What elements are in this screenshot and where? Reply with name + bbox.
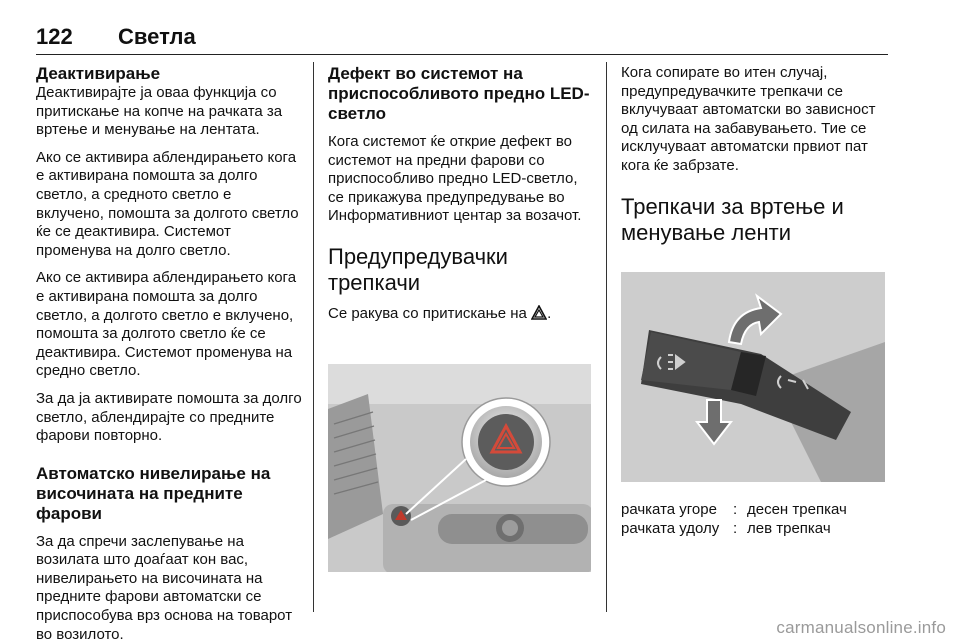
legend-value: десен трепкач <box>747 501 847 518</box>
heading-turn-signals: Трепкачи за вртење и менување ленти <box>621 193 844 245</box>
column-right <box>621 64 887 246</box>
heading-led-fault: Дефект во системот на приспособливото предно LED-светло <box>328 64 590 123</box>
turn-signal-lever-illustration <box>621 272 885 482</box>
page-header <box>36 24 888 55</box>
heading-hazard-flashers: Предупредувачки трепкачи <box>328 243 508 295</box>
page-number: 122 <box>36 24 73 49</box>
paragraph: За да спречи заслепување на возилата што доаѓаат кон вас, нивелирањето на височината на предните фарови автоматски се приспособува врз основа на товарот во возилото. <box>36 532 293 643</box>
heading-deactivation: Деактивирање <box>36 64 161 83</box>
column-divider <box>606 62 607 612</box>
paragraph: Ако се активира аблендирањето кога е активирана помошта за долго светло, а средното светло е вклучено, помошта за долгото светло ќе се деактивира. Системот променува на долго светло. <box>36 148 299 259</box>
paragraph-hazard-operation <box>328 305 594 326</box>
paragraph: Ако се активира аблендирањето кога е активирана помошта за долго светло, а долгото светло е вклучено, помошта за долгото светло ќе се деактивира. Системот променува на средно светло. <box>36 269 297 380</box>
paragraph: Кога системот ќе открие дефект во системот на предни фарови со приспособливо предно LED-светло, се прикажува предупредување во Информативниот центар за возачот. <box>328 133 582 225</box>
legend-key: рачката угоре <box>621 501 717 518</box>
column-middle <box>328 64 594 326</box>
legend-key: рачката удолу <box>621 520 720 537</box>
hazard-switch-illustration <box>328 364 591 572</box>
paragraph: За да ја активирате помошта за долго светло, аблендирајте со предните фарови повторно. <box>36 389 302 445</box>
heading-headlight-leveling: Автоматско нивелирање на височината на предните фарови <box>36 463 271 523</box>
legend-row <box>621 519 891 538</box>
text: Се ракува со притискање на <box>328 304 532 322</box>
column-left <box>36 64 302 644</box>
column-divider <box>313 62 314 612</box>
paragraph: Деактивирајте ја оваа функција со притискање на копче на рачката за вртење и менување на лентата. <box>36 84 283 139</box>
legend-separator: : <box>733 501 738 518</box>
legend-separator: : <box>733 520 738 537</box>
legend-row <box>621 500 891 519</box>
text: . <box>547 304 552 322</box>
legend-value: лев трепкач <box>747 520 831 537</box>
turn-signal-legend <box>621 500 891 538</box>
chapter-title: Светла <box>118 24 196 49</box>
hazard-warning-triangle-icon <box>531 305 547 326</box>
watermark: carmanualsonline.info <box>776 618 946 637</box>
paragraph: Кога сопирате во итен случај, предупредувачките трепкачи се вклучуваат автоматски во зависност од силата на забавувањето. Тие се исклучуваат автоматски првиот пат кога ќе забрзате. <box>621 64 876 174</box>
